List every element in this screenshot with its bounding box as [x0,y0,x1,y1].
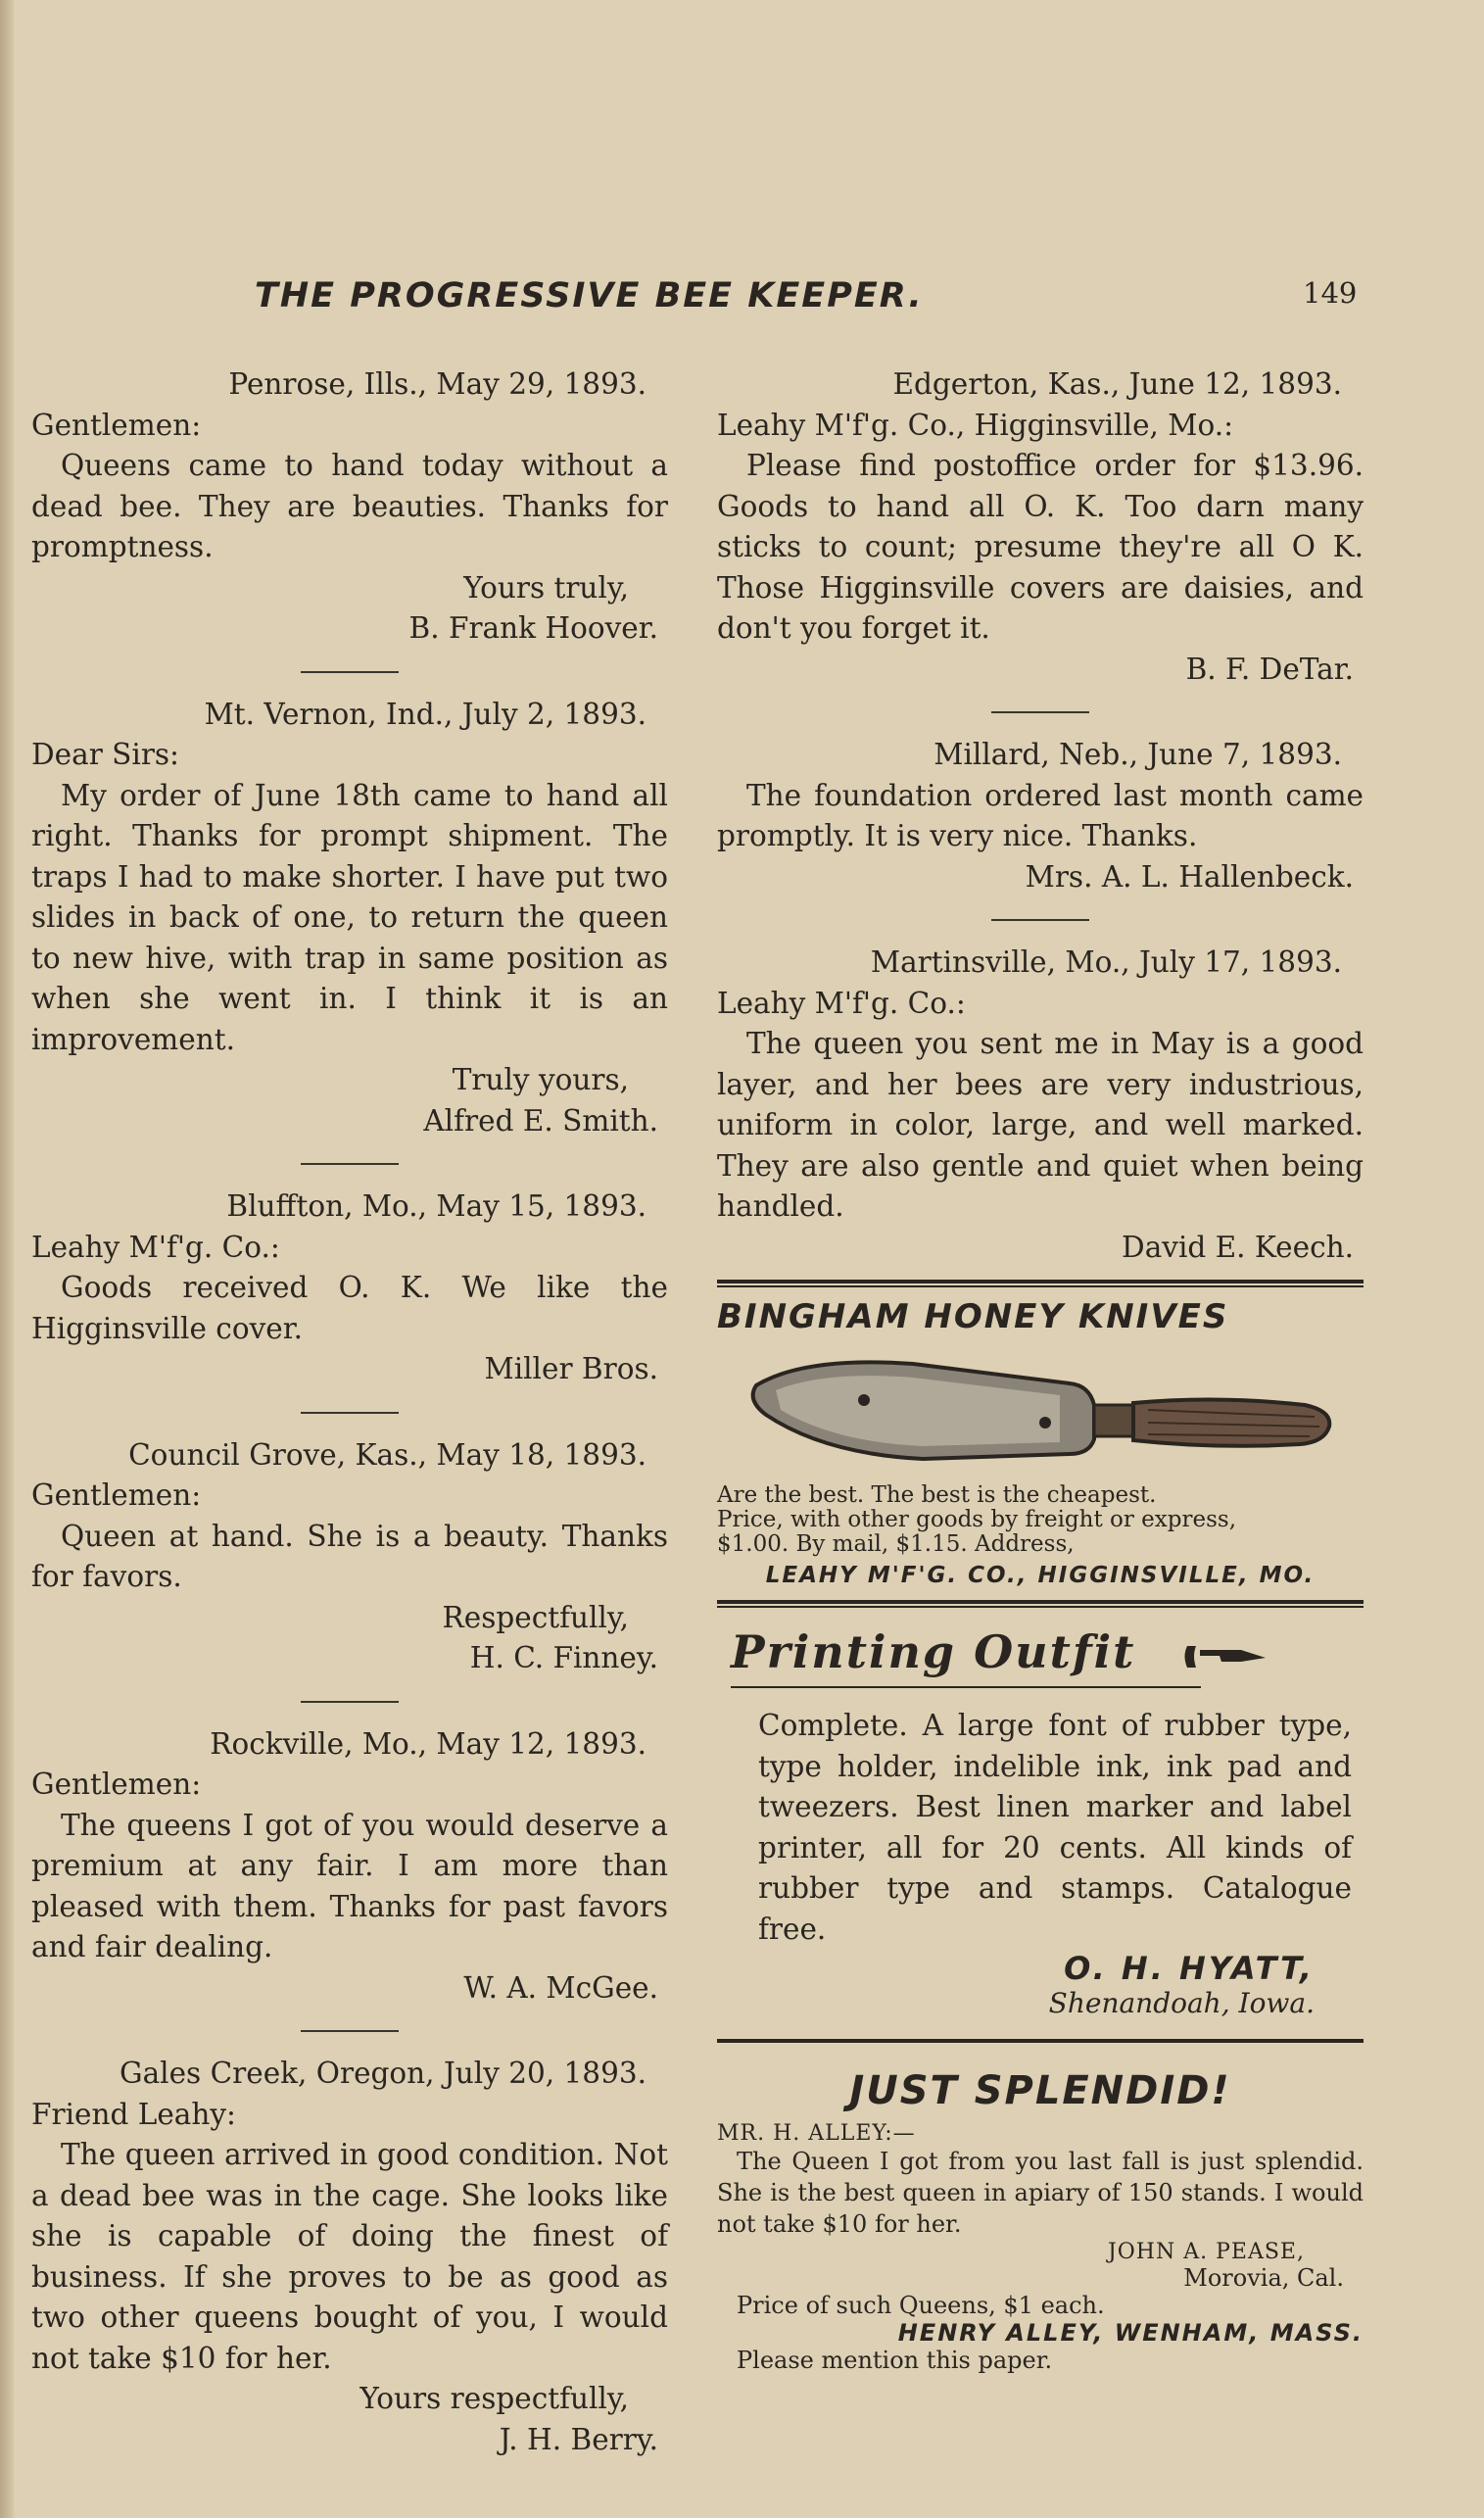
letter-signature: B. F. DeTar. [1185,652,1354,686]
letter-body: The foundation ordered last month came promptly. It is very nice. Thanks. [717,778,1364,852]
letter-greeting: Leahy M'f'g. Co.: [717,986,966,1020]
ad-name: O. H. HYATT, [1064,1950,1315,1987]
ad-mention: Please mention this paper. [737,2347,1053,2374]
divider [301,1412,399,1414]
letter-place-date: Gales Creek, Oregon, July 20, 1893. [120,2057,646,2090]
letter-place-date: Council Grove, Kas., May 18, 1893. [128,1437,646,1472]
letter-place-date: Millard, Neb., June 7, 1893. [933,738,1342,771]
letter-closing: Respectfully, [442,1600,629,1634]
divider [301,1163,399,1165]
letter-body: Please find postoffice order for $13.96. Goods to hand all O. K. Too darn many sticks to count; presume they're all O K. Those Higginsville covers are daisies, and don't you forget it. [717,449,1364,645]
letter-closing: Truly yours, [452,1063,629,1096]
letter-signature: Mrs. A. L. Hallenbeck. [1025,859,1354,894]
divider [301,671,399,673]
letter [717,735,1364,897]
ad-body: Complete. A large font of rubber type, type holder, indelible ink, ink pad and tweezers. Best linen marker and label printer, all for 20 cents. All kinds of rubber type and stamps. Catalogue free. [758,1709,1352,1946]
ad-title: JUST SPLENDID! [849,2068,1231,2113]
ad-text: Price, with other goods by freight or express, [717,1507,1236,1532]
ad-advertiser: HENRY ALLEY, WENHAM, MASS. [897,2319,1364,2347]
letter-greeting: Gentlemen: [31,1767,202,1801]
letter-place-date: Rockville, Mo., May 12, 1893. [210,1726,646,1761]
ad-location: Shenandoah, Iowa. [1048,1987,1315,2019]
letter-place-date: Mt. Vernon, Ind., July 2, 1893. [204,697,646,731]
letter-body: Queen at hand. She is a beauty. Thanks for favors. [31,1519,668,1593]
letter-body: The queen you sent me in May is a good layer, and her bees are very industrious, uniform in color, large, and well marked. They are also gentle and quiet when being handled. [717,1027,1364,1223]
letter-place-date: Bluffton, Mo., May 15, 1893. [226,1189,646,1223]
letter [31,695,668,1142]
letter [31,364,668,650]
ad-title: BINGHAM HONEY KNIVES [717,1297,1229,1336]
letter [31,1186,668,1390]
letter-greeting: Friend Leahy: [31,2097,236,2131]
ad-body: The Queen I got from you last fall is just splendid. She is the best queen in apiary of 150 stands. I would not take $10 for her. [717,2148,1364,2238]
letter-closing: Yours truly, [463,570,629,605]
ad-signature: JOHN A. PEASE, [1107,2240,1305,2264]
pointing-hand-icon [1182,1636,1270,1675]
letter-place-date: Penrose, Ills., May 29, 1893. [228,367,646,401]
ad-honey-knives [717,1297,1364,1588]
ad-recipient: MR. H. ALLEY:— [717,2121,916,2146]
letter-greeting: Gentlemen: [31,408,202,442]
letter-body: Goods received O. K. We like the Higginsville cover. [31,1271,668,1345]
divider [301,2030,399,2032]
letter-signature: B. Frank Hoover. [408,611,658,645]
ad-text: Are the best. The best is the cheapest. [717,1482,1157,1508]
letter-closing: Yours respectfully, [359,2382,629,2415]
divider [301,1701,399,1703]
letter-body: Queens came to hand today without a dead bee. They are beauties. Thanks for promptness. [31,449,668,563]
letter-place-date: Martinsville, Mo., July 17, 1893. [870,945,1342,979]
ad-price: Price of such Queens, $1 each. [737,2292,1105,2319]
rule [717,2039,1364,2043]
ad-just-splendid [717,2068,1364,2374]
letter-greeting: Leahy M'f'g. Co.: [31,1230,280,1264]
letter-greeting: Dear Sirs: [31,738,180,771]
double-rule [717,1280,1364,1287]
double-rule [717,1600,1364,1608]
letter-greeting: Leahy M'f'g. Co., Higginsville, Mo.: [717,408,1234,442]
letter-signature: David E. Keech. [1122,1230,1354,1264]
journal-title: THE PROGRESSIVE BEE KEEPER. [255,276,924,315]
ad-signature-location: Morovia, Cal. [1183,2264,1344,2292]
letter-signature: H. C. Finney. [469,1641,658,1674]
honey-knife-icon [746,1346,1334,1483]
letter [31,1724,668,2010]
letter-signature: Alfred E. Smith. [423,1103,658,1138]
ad-title-text: Printing Outfit [731,1625,1136,1678]
ad-title [731,1625,1364,1678]
ad-printing-outfit [717,1625,1364,2019]
divider [991,711,1089,713]
right-column [717,364,1364,2374]
letter [717,943,1364,1268]
letter-body: The queen arrived in good condition. Not a dead bee was in the cage. She looks like she is capable of doing the finest of business. If she proves to be as good as two other queens bought of you, I would not take $10 for her. [31,2138,668,2375]
page-gutter [0,0,14,2518]
letter-signature: J. H. Berry. [499,2422,658,2456]
letter-signature: Miller Bros. [484,1352,658,1385]
page-number: 149 [1303,276,1358,310]
letter-place-date: Edgerton, Kas., June 12, 1893. [892,367,1342,401]
letter [31,2054,668,2460]
left-column [31,364,668,2460]
page-header [0,272,1484,321]
letter-greeting: Gentlemen: [31,1478,202,1512]
divider [991,919,1089,921]
ad-text: $1.00. By mail, $1.15. Address, [717,1531,1075,1557]
letter-body: The queens I got of you would deserve a premium at any fair. I am more than pleased with them. Thanks for past favors and fair dealing. [31,1808,668,1963]
letter-body: My order of June 18th came to hand all right. Thanks for prompt shipment. The traps I had to make shorter. I have put two slides in back of one, to return the queen to new hive, with trap in same position as when she went in. I think it is an improvement. [31,778,668,1056]
letter [717,364,1364,690]
letter [31,1435,668,1679]
letter-signature: W. A. McGee. [463,1970,658,2005]
ad-address: LEAHY M'F'G. CO., HIGGINSVILLE, MO. [765,1563,1316,1588]
